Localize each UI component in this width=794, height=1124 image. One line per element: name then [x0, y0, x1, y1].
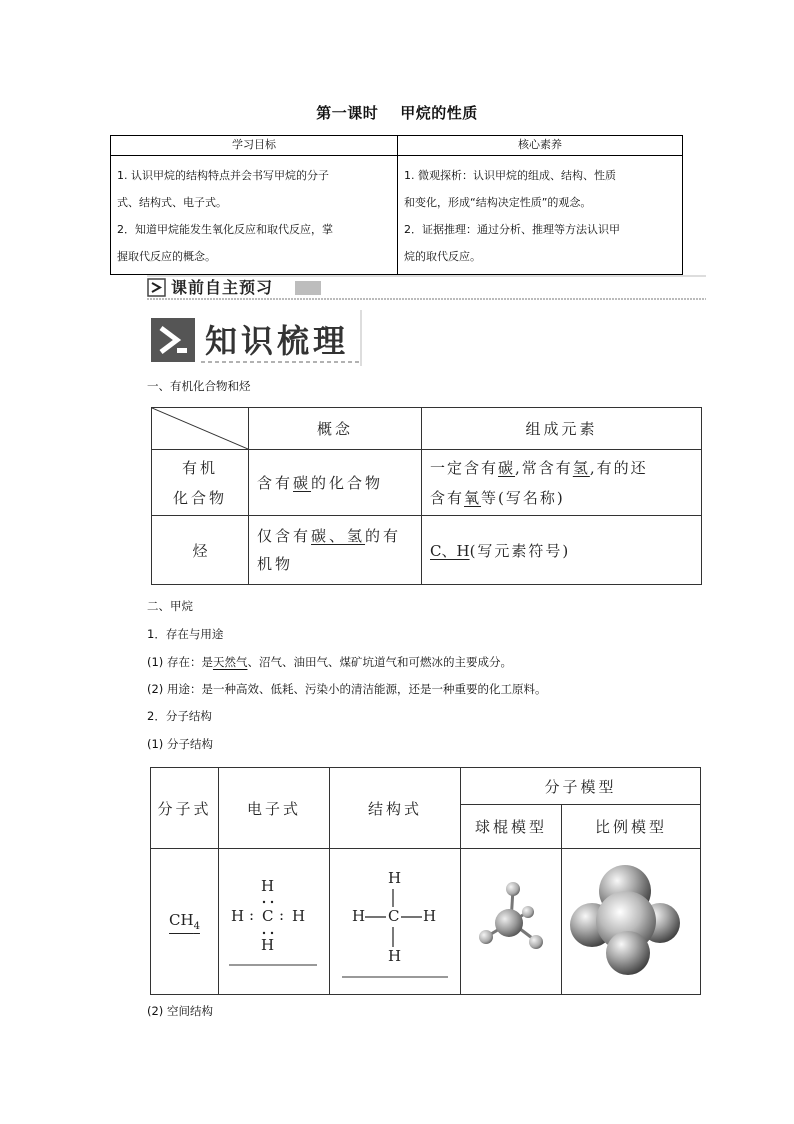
structural-formula-cell: [330, 849, 461, 995]
page-title: [0, 102, 794, 123]
hydrocarbon-label: 烃: [152, 516, 249, 585]
electron-pair-left: :: [249, 906, 255, 924]
struct-h-top: H: [388, 869, 402, 887]
organic-concept-cell: [249, 450, 422, 516]
objectives-left-cell: [111, 156, 398, 275]
text-run: 含有: [257, 474, 294, 492]
molecular-formula: [169, 911, 200, 932]
space-filling-cell: [562, 849, 701, 995]
text-run: (写元素符号): [469, 541, 571, 560]
organic-label-line2: 化合物: [172, 488, 227, 507]
electron-h-right: H: [292, 907, 306, 925]
space-filling-model: [562, 849, 700, 990]
ball-stick-header: 球棍模型: [461, 805, 562, 849]
formula-cell: [151, 849, 219, 995]
subheading-spatial-structure: (2) 空间结构: [147, 1004, 213, 1018]
literacy-line: 2．证据推理：通过分析、推理等方法认识甲: [404, 223, 620, 236]
literacy-line: 和变化，形成“结构决定性质”的观念。: [404, 196, 592, 209]
title-part1: 第一课时: [316, 104, 379, 122]
concept-header: 概念: [249, 408, 422, 450]
electron-c-center: C: [262, 907, 274, 925]
objective-line: 1. 认识甲烷的结构特点并会书写甲烷的分子: [117, 169, 329, 182]
ball-stick-model: [461, 849, 561, 990]
text-run: 机物: [257, 555, 294, 573]
objectives-header-left: 学习目标: [111, 136, 398, 156]
section-heading-2: 二、甲烷: [147, 599, 193, 613]
text-run: 的有: [365, 527, 402, 545]
electron-h-top: H: [261, 877, 275, 895]
electron-header: 电子式: [219, 768, 330, 849]
struct-c-center: C: [388, 907, 400, 925]
electron-h-left: H: [231, 907, 245, 925]
electron-h-bottom: H: [261, 936, 275, 954]
formula-main: CH: [169, 911, 194, 929]
formula-header: 分子式: [151, 768, 219, 849]
subheading-molecular-structure: 2．分子结构: [147, 709, 212, 723]
answer-blank: 氧: [464, 488, 482, 507]
objectives-table: [110, 135, 683, 275]
organic-compound-table: [151, 407, 702, 585]
answer-blank: C、H: [430, 541, 470, 560]
text-run: ,有的还: [589, 458, 648, 477]
answer-blank: 氢: [572, 458, 590, 477]
title-part2: 甲烷的性质: [400, 104, 478, 122]
subheading-existence-use: 1．存在与用途: [147, 627, 224, 641]
ball-stick-cell: [461, 849, 562, 995]
structural-header: 结构式: [330, 768, 461, 849]
answer-blank: 碳: [293, 474, 312, 492]
diagonal-line: [152, 408, 248, 449]
objective-line: 2．知道甲烷能发生氧化反应和取代反应，掌: [117, 223, 333, 236]
answer-blank: 碳、氢: [311, 527, 366, 545]
diagonal-header-cell: [152, 408, 249, 450]
electron-pair-right: :: [279, 906, 285, 924]
use-line: (2) 用途：是一种高效、低耗、污染小的清洁能源，还是一种重要的化工原料。: [147, 682, 547, 696]
text-run: (1) 存在：是: [147, 655, 213, 669]
formula-subscript: 4: [193, 921, 200, 932]
knowledge-banner-text: 知识梳理: [205, 322, 350, 360]
text-run: 仅含有: [257, 527, 312, 545]
organic-elements-cell: [422, 450, 702, 516]
elements-header: 组成元素: [422, 408, 702, 450]
model-header: 分子模型: [461, 768, 701, 805]
hydrocarbon-elements-cell: [422, 516, 702, 585]
answer-blank: 天然气: [212, 655, 248, 669]
text-run: 等(写名称): [481, 488, 565, 507]
literacy-line: 1. 微观探析：认识甲烷的组成、结构、性质: [404, 169, 616, 182]
text-run: 的化合物: [311, 474, 384, 492]
existence-line: [147, 654, 512, 670]
struct-bonds: [330, 851, 460, 992]
text-run: ,常含有: [515, 458, 573, 477]
hydrocarbon-concept-cell: [249, 516, 422, 585]
organic-compound-label: [152, 450, 249, 516]
section-heading-1: 一、有机化合物和烃: [147, 379, 251, 393]
struct-h-bottom: H: [388, 947, 402, 965]
electron-dots: [219, 851, 329, 992]
objectives-header-right: 核心素养: [398, 136, 683, 156]
objective-line: 握取代反应的概念。: [117, 250, 216, 263]
objective-line: 式、结构式、电子式。: [117, 196, 227, 209]
organic-label-line1: 有机: [181, 458, 218, 477]
struct-h-left: H: [352, 907, 366, 925]
struct-h-right: H: [423, 907, 437, 925]
preview-banner-text: 课前自主预习: [171, 278, 274, 297]
methane-structure-table: [150, 767, 701, 995]
text-run: 含有: [430, 488, 465, 507]
space-filling-header: 比例模型: [562, 805, 701, 849]
text-run: 、沼气、油田气、煤矿坑道气和可燃冰的主要成分。: [247, 655, 512, 669]
electron-formula-cell: [219, 849, 330, 995]
knowledge-banner: [147, 310, 363, 368]
objectives-right-cell: [398, 156, 683, 275]
subheading-structure-1: (1) 分子结构: [147, 737, 213, 751]
literacy-line: 烷的取代反应。: [404, 250, 481, 263]
preview-banner: [147, 275, 706, 301]
answer-blank: 碳: [498, 458, 516, 477]
text-run: 一定含有: [430, 458, 499, 477]
